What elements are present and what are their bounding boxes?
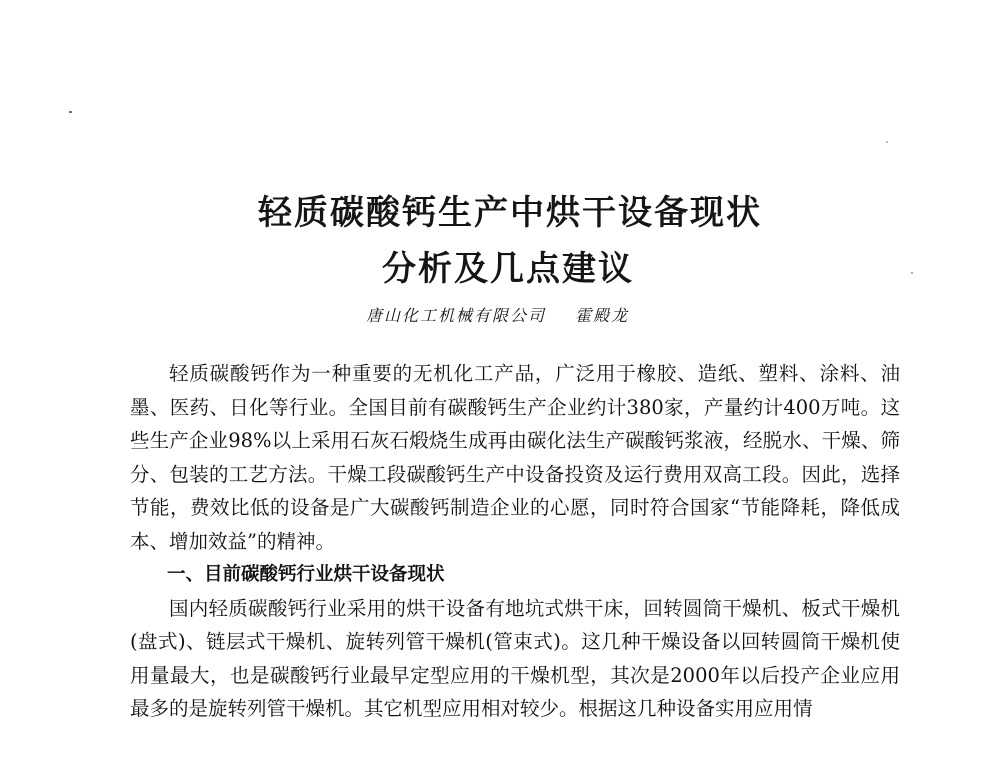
paragraph-intro: 轻质碳酸钙作为一种重要的无机化工产品，广泛用于橡胶、造纸、塑料、涂料、油墨、医药、日化等行业。全国目前有碳酸钙生产企业约计380家，产量约计400万吨。这些生产企业98%以上采用石灰石煅烧生成再由碳化法生产碳酸钙浆液，经脱水、干燥、筛分、包装的工艺方法。干燥工段碳酸钙生产中设备投资及运行费用双高工段。因此，选择节能，费效比低的设备是广大碳酸钙制造企业的心愿，同时符合国家“节能降耗，降低成本、增加效益”的精神。 (130, 362, 900, 553)
paper-title-line-2: 分析及几点建议 (382, 248, 634, 289)
paper-title-line-1: 轻质碳酸钙生产中烘干设备现状 (258, 192, 762, 233)
section-heading-1: 一、目前碳酸钙行业烘干设备现状 (167, 564, 445, 585)
scan-speck (886, 141, 888, 143)
author-name: 霍殿龙 (575, 306, 630, 325)
scan-speck (69, 111, 72, 113)
article-body (130, 357, 900, 726)
author-line (366, 303, 629, 326)
paragraph-section-1: 国内轻质碳酸钙行业采用的烘干设备有地坑式烘干床，回转圆筒干燥机、板式干燥机(盘式)、链层式干燥机、旋转列管干燥机(管束式)。这几种干燥设备以回转圆筒干燥机使用量最大，也是碳酸钙行业最早定型应用的干燥机型，其次是2000年以后投产企业应用最多的是旋转列管干燥机。其它机型应用相对较少。根据这几种设备实用应用情 (130, 596, 900, 720)
affiliation: 唐山化工机械有限公司 (366, 306, 547, 325)
